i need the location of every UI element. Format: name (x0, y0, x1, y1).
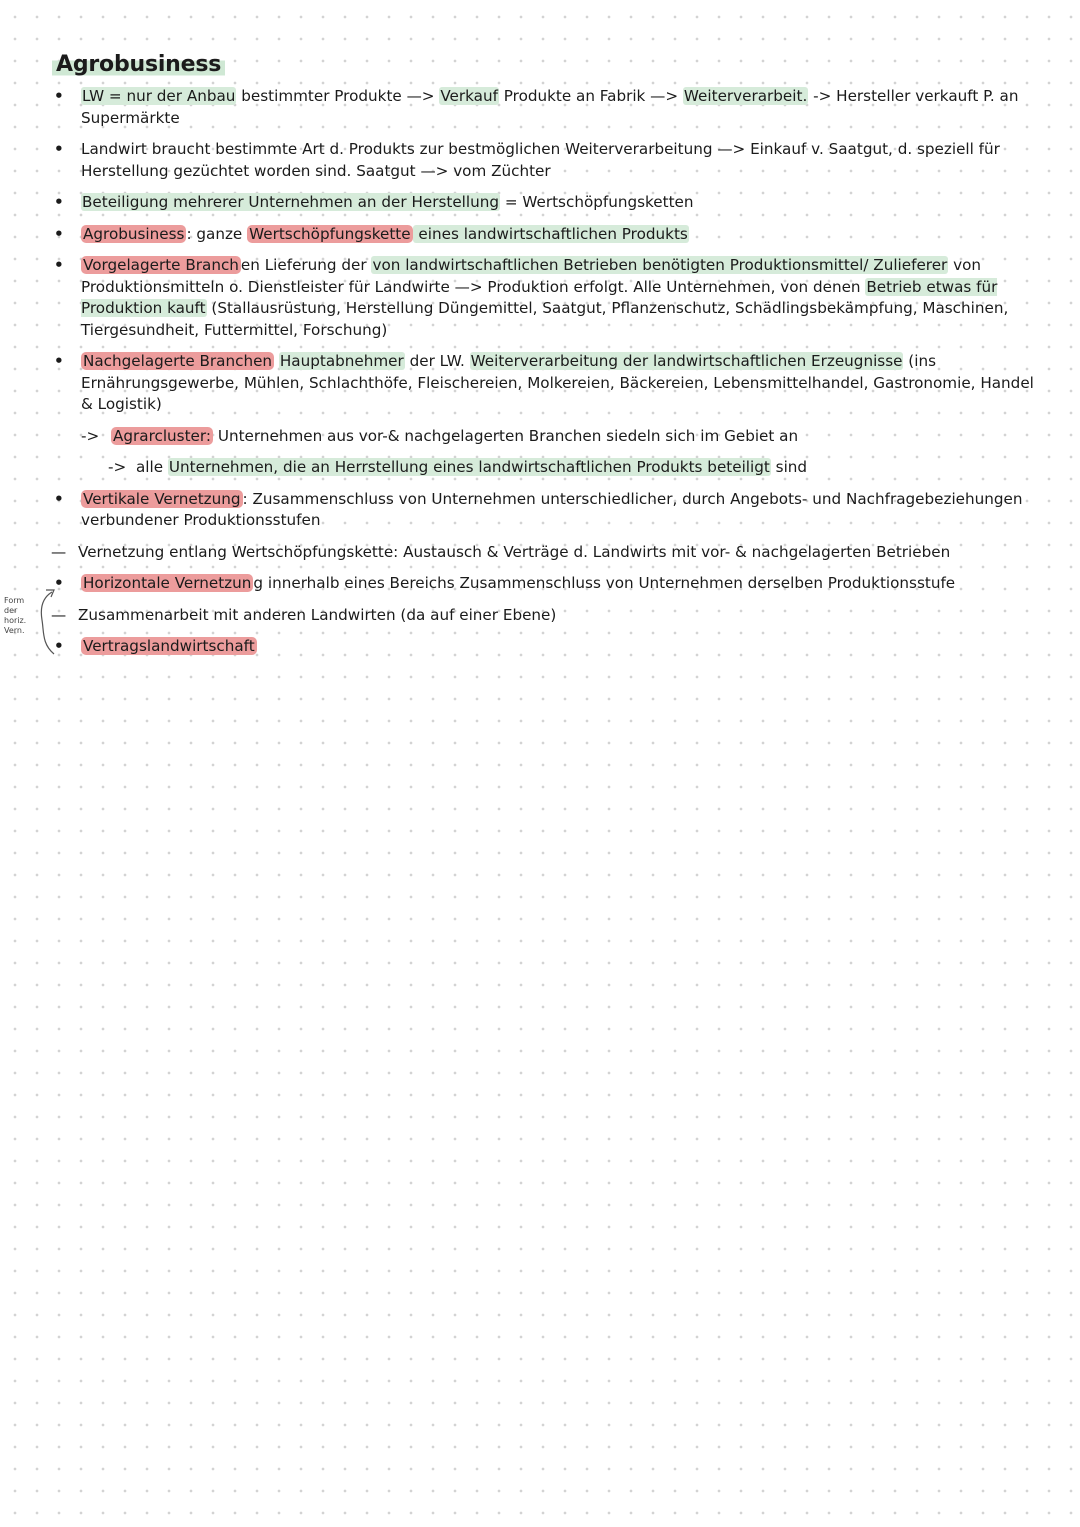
text-span: sind (770, 458, 808, 476)
text-span: = Wertschöpfungsketten (500, 193, 694, 211)
highlight-green: eines landwirtschaftlichen Produkts (413, 224, 688, 243)
text-span: alle (136, 458, 168, 476)
list-item-zusammenarbeit (50, 605, 1040, 627)
list-item-lw (50, 86, 1040, 129)
text-span: bestimmter Produkte —> (236, 87, 440, 105)
highlight-red: Vertikale Vernetzung (83, 489, 241, 508)
margin-note-line: Vern. (4, 626, 25, 635)
text-span: der LW. (404, 352, 470, 370)
text-span: (ins Ernährungsgewerbe, Mühlen, Schlachthöfe, Fleischereien, Molkereien, Bäckereien, Lebensmittelhandel, Gastronomie, Handel & Logistik) (81, 352, 1034, 413)
highlight-green: Beteiligung mehrerer Unternehmen an der Herstellung (82, 193, 499, 211)
list-item-agrobusiness (50, 224, 1040, 246)
text-span: Zusammenarbeit mit anderen Landwirten (da auf einer Ebene) (78, 605, 557, 624)
arrow-icon: -> (81, 426, 100, 445)
highlight-green: Unternehmen, die an Herrstellung eines landwirtschaftlichen Produkts beteiligt (168, 458, 770, 476)
text-span: (Stallausrüstung, Herstellung Düngemittel, Saatgut, Pflanzenschutz, Schädlingsbekämpfung, Maschinen, Tiergesundheit, Futtermittel, Forschung) (81, 299, 1009, 339)
highlight-red: Wertschöpfungskette (249, 224, 411, 243)
text-span: Unternehmen aus vor-& nachgelagerten Branchen siedeln sich im Gebiet an (213, 426, 799, 445)
highlight-green: Weiterverarbeitung der landwirtschaftlichen Erzeugnisse (470, 352, 903, 370)
highlight-green: Weiterverarbeit. (683, 87, 808, 105)
bullet-icon: • (54, 637, 64, 655)
list-item-nachgelagerte (50, 351, 1040, 416)
text-span: -> Hersteller verkauft P. an Supermärkte (81, 87, 1019, 127)
highlight-red: Horizontale Vernetzun (83, 574, 252, 592)
list-item-horizontale (50, 573, 1040, 595)
list-item-alle-unternehmen (50, 457, 1040, 479)
notes-list (50, 86, 1040, 668)
bullet-icon: • (54, 140, 64, 158)
list-item-vertikale (50, 489, 1040, 532)
highlight-green: Verkauf (440, 87, 498, 105)
text-span: en Lieferung der (240, 256, 372, 274)
bullet-icon: • (54, 193, 64, 211)
bullet-icon: • (54, 489, 64, 508)
list-item-vorgelagerte (50, 255, 1040, 341)
margin-note-line: Form (4, 596, 25, 605)
brace-arrow-icon (24, 586, 58, 662)
dash-icon: — (51, 605, 67, 624)
margin-note-line: der (4, 606, 18, 615)
text-span: : ganze (186, 224, 248, 243)
highlight-red: Vertragslandwirtschaft (83, 637, 255, 655)
list-item-vernetzung-entlang (50, 542, 1040, 564)
highlight-red: Nachgelagerte Branchen (83, 352, 273, 370)
text-span: Landwirt braucht bestimmte Art d. Produkts zur bestmöglichen Weiterverarbeitung —> Einkauf v. Saatgut, d. speziell für Herstellung gezüchtet worden sind. Saatgut —> vom Züchter (81, 140, 1000, 180)
page-title: Agrobusiness (52, 52, 225, 77)
arrow-icon: -> (108, 458, 127, 476)
bullet-icon: • (54, 352, 64, 370)
dash-icon: — (51, 542, 67, 561)
highlight-red: Vorgelagerte Branch (83, 256, 239, 274)
highlight-red: Agrobusiness (83, 224, 185, 243)
bullet-icon: • (54, 574, 64, 592)
highlight-green: von landwirtschaftlichen Betrieben benötigten Produktionsmittel/ Zulieferer (372, 256, 948, 274)
text-span: : Zusammenschluss von Unternehmen unterschiedlicher, durch Angebots- und Nachfragebeziehungen verbundener Produktionsstufen (81, 489, 1023, 529)
text-span: Produkte an Fabrik —> (498, 87, 683, 105)
highlight-red: Agrarcluster: (113, 426, 211, 445)
brace-path (41, 592, 54, 654)
text-span: von Produktionsmitteln o. Dienstleister für Landwirte —> Produktion erfolgt. Alle Unternehmen, von denen (81, 256, 982, 296)
highlight-green: LW = nur der Anbau (82, 87, 236, 105)
list-item-agrarcluster (50, 426, 1040, 448)
margin-note-line: horiz. (4, 616, 27, 625)
text-span: Vernetzung entlang Wertschöpfungskette: Austausch & Verträge d. Landwirts mit vor- & nachgelagerten Betrieben (78, 542, 951, 561)
list-item-beteiligung (50, 192, 1040, 214)
list-item-vertragslandwirtschaft (50, 636, 1040, 658)
highlight-green: Betrieb etwas für Produktion kauft (81, 277, 998, 317)
bullet-icon: • (54, 224, 64, 243)
text-span: g innerhalb eines Bereichs Zusammenschluss von Unternehmen derselben Produktionsstufe (253, 574, 956, 592)
bullet-icon: • (54, 256, 64, 274)
bullet-icon: • (54, 87, 64, 105)
list-item-landwirt (50, 139, 1040, 182)
highlight-green: Hauptabnehmer (279, 352, 404, 370)
